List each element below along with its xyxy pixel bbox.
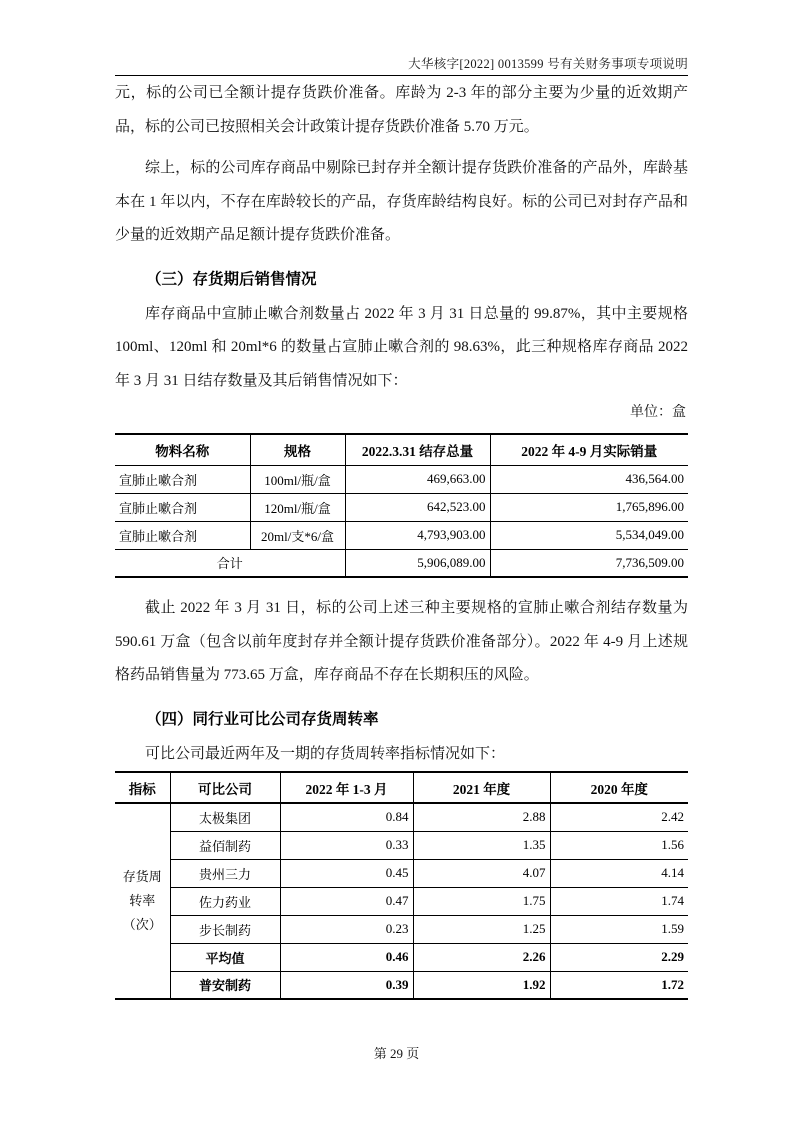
turnover-table bbox=[115, 771, 688, 1000]
column-header-company: 可比公司 bbox=[170, 772, 280, 803]
average-row bbox=[115, 943, 688, 971]
value-cell: 0.46 bbox=[280, 943, 413, 971]
table-row bbox=[115, 887, 688, 915]
column-header-2022: 2022 年 1-3 月 bbox=[280, 772, 413, 803]
indicator-cell: 存货周转率（次） bbox=[115, 803, 170, 999]
table-row bbox=[115, 521, 688, 549]
value-cell: 1.75 bbox=[413, 887, 550, 915]
sales-cell: 5,534,049.00 bbox=[490, 521, 688, 549]
value-cell: 2.29 bbox=[550, 943, 688, 971]
table-row bbox=[115, 915, 688, 943]
subject-company-row bbox=[115, 971, 688, 999]
column-header-2021: 2021 年度 bbox=[413, 772, 550, 803]
balance-cell: 469,663.00 bbox=[345, 465, 490, 493]
value-cell: 1.56 bbox=[550, 831, 688, 859]
value-cell: 0.23 bbox=[280, 915, 413, 943]
value-cell: 4.14 bbox=[550, 859, 688, 887]
company-cell: 佐力药业 bbox=[170, 887, 280, 915]
value-cell: 1.92 bbox=[413, 971, 550, 999]
column-header-2020: 2020 年度 bbox=[550, 772, 688, 803]
column-header-material: 物料名称 bbox=[115, 434, 250, 465]
total-sales-cell: 7,736,509.00 bbox=[490, 549, 688, 577]
page-content bbox=[115, 77, 688, 1000]
table-row bbox=[115, 493, 688, 521]
unit-label: 单位：盒 bbox=[630, 405, 686, 420]
page-number: 第 29 页 bbox=[373, 1046, 420, 1061]
material-cell: 宣肺止嗽合剂 bbox=[115, 493, 250, 521]
value-cell: 4.07 bbox=[413, 859, 550, 887]
spec-cell: 120ml/瓶/盒 bbox=[250, 493, 345, 521]
table-row bbox=[115, 803, 688, 831]
section-heading-3: （三）存货期后销售情况 bbox=[146, 270, 317, 288]
value-cell: 2.42 bbox=[550, 803, 688, 831]
value-cell: 2.88 bbox=[413, 803, 550, 831]
company-cell: 益佰制药 bbox=[170, 831, 280, 859]
paragraph-post-period: 截止 2022 年 3 月 31 日，标的公司上述三种主要规格的宣肺止嗽合剂结存数量为 590.61 万盒（包含以前年度封存并全额计提存货跌价准备部分）。2022 年 4-9 月上述规格药品销售量为 773.65 万盒，库存商品不存在长期积压的风险。 bbox=[115, 600, 688, 683]
value-cell: 0.47 bbox=[280, 887, 413, 915]
page-footer bbox=[0, 1043, 793, 1062]
section-heading-4: （四）同行业可比公司存货周转率 bbox=[146, 710, 379, 728]
company-cell: 平均值 bbox=[170, 943, 280, 971]
table-row bbox=[115, 831, 688, 859]
spec-cell: 100ml/瓶/盒 bbox=[250, 465, 345, 493]
paragraph-continuation: 元，标的公司已全额计提存货跌价准备。库龄为 2-3 年的部分主要为少量的近效期产品，标的公司已按照相关会计政策计提存货跌价准备 5.70 万元。 bbox=[115, 85, 688, 135]
value-cell: 0.45 bbox=[280, 859, 413, 887]
value-cell: 0.84 bbox=[280, 803, 413, 831]
total-balance-cell: 5,906,089.00 bbox=[345, 549, 490, 577]
paragraph-summary: 综上，标的公司库存商品中剔除已封存并全额计提存货跌价准备的产品外，库龄基本在 1 年以内，不存在库龄较长的产品，存货库龄结构良好。标的公司已对封存产品和少量的近效期产品足额计提存货跌价准备。 bbox=[115, 160, 688, 243]
company-cell: 步长制药 bbox=[170, 915, 280, 943]
table-row bbox=[115, 465, 688, 493]
company-cell: 普安制药 bbox=[170, 971, 280, 999]
company-cell: 太极集团 bbox=[170, 803, 280, 831]
company-cell: 贵州三力 bbox=[170, 859, 280, 887]
header-title: 大华核字[2022] 0013599 号有关财务事项专项说明 bbox=[408, 57, 688, 71]
page-header bbox=[115, 0, 688, 76]
turnover-table-header-row bbox=[115, 772, 688, 803]
total-row bbox=[115, 549, 688, 577]
paragraph-turnover-intro: 可比公司最近两年及一期的存货周转率指标情况如下： bbox=[145, 745, 506, 762]
inventory-table-header-row bbox=[115, 434, 688, 465]
column-header-spec: 规格 bbox=[250, 434, 345, 465]
sales-cell: 436,564.00 bbox=[490, 465, 688, 493]
column-header-balance: 2022.3.31 结存总量 bbox=[345, 434, 490, 465]
material-cell: 宣肺止嗽合剂 bbox=[115, 465, 250, 493]
column-header-sales: 2022 年 4-9 月实际销量 bbox=[490, 434, 688, 465]
value-cell: 1.25 bbox=[413, 915, 550, 943]
balance-cell: 4,793,903.00 bbox=[345, 521, 490, 549]
value-cell: 1.59 bbox=[550, 915, 688, 943]
inventory-table bbox=[115, 433, 688, 578]
paragraph-inventory-intro: 库存商品中宣肺止嗽合剂数量占 2022 年 3 月 31 日总量的 99.87%，其中主要规格 100ml、120ml 和 20ml*6 的数量占宣肺止嗽合剂的 98.63%，此三种规格库存商品 2022 年 3 月 31 日结存数量及其后销售情况如下： bbox=[115, 305, 688, 389]
value-cell: 2.26 bbox=[413, 943, 550, 971]
value-cell: 0.39 bbox=[280, 971, 413, 999]
value-cell: 1.74 bbox=[550, 887, 688, 915]
value-cell: 1.35 bbox=[413, 831, 550, 859]
value-cell: 1.72 bbox=[550, 971, 688, 999]
balance-cell: 642,523.00 bbox=[345, 493, 490, 521]
material-cell: 宣肺止嗽合剂 bbox=[115, 521, 250, 549]
total-label-cell: 合计 bbox=[115, 549, 345, 577]
column-header-indicator: 指标 bbox=[115, 772, 170, 803]
sales-cell: 1,765,896.00 bbox=[490, 493, 688, 521]
table-row bbox=[115, 859, 688, 887]
value-cell: 0.33 bbox=[280, 831, 413, 859]
spec-cell: 20ml/支*6/盒 bbox=[250, 521, 345, 549]
